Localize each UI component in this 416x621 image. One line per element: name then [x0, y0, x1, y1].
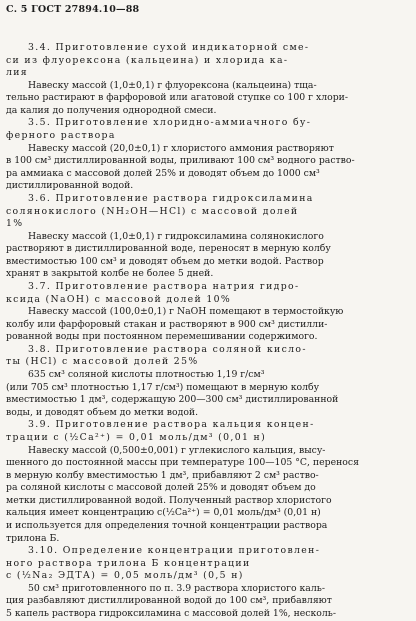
- section-heading-line: 3.5. Приготовление хлоридно-аммиачного бу-: [28, 117, 312, 129]
- section-heading-line: 3.8. Приготовление раствора соляной кисло-: [28, 343, 307, 355]
- section-heading-line: 3.9. Приготовление раствора кальция концен-: [28, 419, 315, 431]
- text-line: вместимостью 1 дм³, содержащую 200—300 см³ дистиллированной: [6, 394, 339, 406]
- section-heading-line: трации c (½Ca²⁺) = 0,01 моль/дм³ (0,01 н): [6, 431, 267, 443]
- text-line: тельно растирают в фарфоровой или агатовой ступке со 100 г хлори-: [6, 92, 348, 104]
- section-heading-line: ферного раствора: [6, 130, 116, 142]
- text-line: Навеску массой (100,0±0,1) г NaOH помещают в термостойкую: [28, 306, 344, 318]
- text-line: да калия до получения однородной смеси.: [6, 104, 217, 116]
- text-line: растворяют в дистиллированной воде, переносят в мерную колбу: [6, 243, 331, 255]
- text-line: 5 капель раствора гидроксиламина с массовой долей 1%, несколь-: [6, 608, 336, 620]
- text-line: в мерную колбу вместимостью 1 дм³, прибавляют 2 см³ раство-: [6, 469, 319, 481]
- text-line: дистиллированной водой.: [6, 180, 134, 192]
- text-line: ра аммиака с массовой долей 25% и доводят объем до 1000 см³: [6, 167, 320, 179]
- section-heading-line: си из флуорексона (кальцеина) и хлорида ка-: [6, 54, 289, 66]
- text-line: вместимостью 100 см³ и доводят объем до метки водой. Раствор: [6, 255, 324, 267]
- text-line: метки дистиллированной водой. Полученный раствор хлористого: [6, 494, 332, 506]
- text-line: Навеску массой (0,500±0,001) г углекислого кальция, высу-: [28, 444, 326, 456]
- text-line: 50 см³ приготовленного по п. 3.9 раствора хлористого каль-: [28, 582, 325, 594]
- text-line: ция разбавляют дистиллированной водой до 100 см³, прибавляют: [6, 595, 332, 607]
- section-heading-line: 1%: [6, 218, 24, 230]
- section-heading-line: c (½Na₂ ЭДТА) = 0,05 моль/дм³ (0,5 н): [6, 570, 244, 582]
- page-header: С. 5 ГОСТ 27894.10—88: [6, 4, 140, 15]
- text-line: Навеску массой (20,0±0,1) г хлористого аммония растворяют: [28, 142, 334, 154]
- text-line: и используется для определения точной концентрации раствора: [6, 519, 328, 531]
- text-line: хранят в закрытой колбе не более 5 дней.: [6, 268, 214, 280]
- text-line: трилона Б.: [6, 532, 60, 544]
- text-line: воды, и доводят объем до метки водой.: [6, 406, 199, 418]
- text-line: Навеску массой (1,0±0,1) г гидроксиламина солянокислого: [28, 230, 324, 242]
- text-line: рованной воды при постоянном перемешивании содержимого.: [6, 331, 318, 343]
- text-line: (или 705 см³ плотностью 1,17 г/см³) помещают в мерную колбу: [6, 381, 320, 393]
- text-line: ра соляной кислоты с массовой долей 25% и доводят объем до: [6, 482, 316, 494]
- section-heading-line: 3.7. Приготовление раствора натрия гидро-: [28, 280, 300, 292]
- text-line: кальция имеет концентрацию c(½Ca²⁺) = 0,01 моль/дм³ (0,01 н): [6, 507, 321, 519]
- text-line: колбу или фарфоровый стакан и растворяют в 900 см³ дистилли-: [6, 318, 328, 330]
- document-body: [6, 42, 406, 621]
- text-line: Навеску массой (1,0±0,1) г флуорексона (кальцеина) тща-: [28, 79, 317, 91]
- section-heading-line: ного раствора трилона Б концентрации: [6, 557, 251, 569]
- section-heading-line: лия: [6, 67, 29, 79]
- section-heading-line: 3.10. Определение концентрации приготовлен-: [28, 545, 321, 557]
- text-line: в 100 см³ дистиллированной воды, приливают 100 см³ водного раство-: [6, 155, 355, 167]
- text-line: 635 см³ соляной кислоты плотностью 1,19 г/см³: [28, 369, 265, 381]
- section-heading-line: 3.6. Приготовление раствора гидроксиламина: [28, 192, 314, 204]
- section-heading-line: солянокислого (NH₂OH—HCl) с массовой долей: [6, 205, 299, 217]
- text-line: шенного до постоянной массы при температуре 100—105 °С, перенося: [6, 457, 359, 469]
- section-heading-line: ксида (NaOH) с массовой долей 10%: [6, 293, 232, 305]
- section-heading-line: 3.4. Приготовление сухой индикаторной сме-: [28, 42, 310, 53]
- section-heading-line: ты (HCl) с массовой долей 25%: [6, 356, 199, 368]
